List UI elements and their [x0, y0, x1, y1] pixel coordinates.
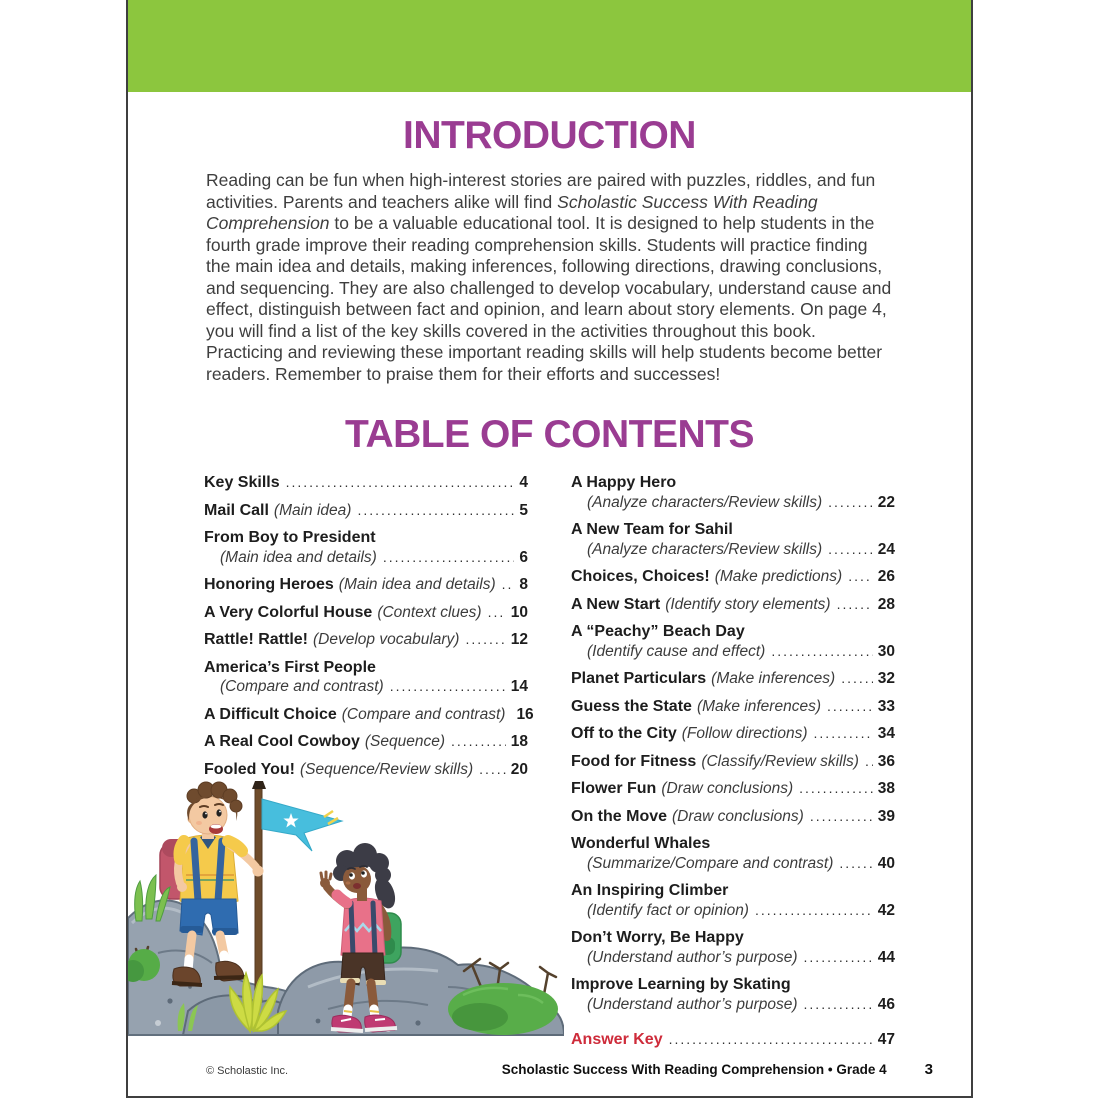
toc-entry	[571, 622, 895, 661]
toc-entry	[204, 603, 528, 623]
toc-entry	[204, 658, 528, 697]
toc-entry-line	[571, 854, 895, 874]
toc-entry	[571, 881, 895, 920]
toc-entry-page: 6	[519, 548, 528, 566]
dot-leader	[465, 630, 505, 650]
toc-entry-skill: (Summarize/Compare and contrast)	[587, 854, 834, 872]
toc-entry	[204, 630, 528, 650]
dot-leader	[488, 603, 506, 623]
hiking-kids-illustration	[128, 772, 564, 1038]
toc-entry-title: A Difficult Choice	[204, 705, 337, 723]
toc-entry-page: 28	[877, 595, 895, 613]
toc-entry-title: A New Team for Sahil	[571, 521, 733, 538]
toc-entry	[571, 595, 895, 615]
toc-entry-line	[571, 901, 895, 921]
toc-entry	[571, 473, 895, 512]
toc-entry-page: 4	[519, 474, 528, 491]
toc-entry-page: 32	[877, 670, 895, 687]
toc-entry-page: 12	[510, 631, 528, 648]
toc-entry-skill: (Sequence)	[364, 733, 445, 750]
toc-entry-line	[571, 752, 895, 772]
toc-entry-title: A Very Colorful House	[204, 603, 373, 621]
toc-entry-page: 33	[877, 697, 895, 715]
toc-entry	[571, 779, 895, 799]
book-page	[126, 0, 973, 1098]
toc-entry-page: 46	[877, 995, 895, 1013]
toc-entry-skill: (Analyze characters/Review skills)	[587, 540, 823, 558]
dot-leader	[804, 948, 873, 968]
table-of-contents-title: TABLE OF CONTENTS	[345, 413, 754, 456]
toc-entry-skill: (Main idea)	[273, 501, 352, 519]
toc-right-column	[571, 473, 895, 1058]
toc-entry-title: Mail Call	[204, 501, 269, 519]
toc-entry-title: Flower Fun	[571, 780, 657, 797]
toc-entry-title: On the Move	[571, 807, 668, 825]
toc-entry-page: 24	[877, 540, 895, 558]
page-footer	[206, 1061, 933, 1078]
toc-entry-page: 22	[877, 493, 895, 511]
dot-leader	[755, 901, 873, 921]
toc-entry	[571, 520, 895, 559]
toc-entry-page: 44	[877, 948, 895, 966]
intro-text-before: Reading can be fun when high-interest stories are paired with puzzles, riddles, and fun activities. Parents and teachers alike will find	[206, 170, 876, 212]
toc-entry	[204, 705, 534, 725]
page-number: 3	[924, 1061, 933, 1078]
toc-entry-line	[571, 779, 895, 799]
toc-entry	[204, 732, 528, 752]
toc-entry-page: 40	[877, 854, 895, 872]
dot-leader	[837, 595, 873, 615]
toc-entry-page: 34	[877, 725, 895, 742]
dot-leader	[848, 567, 873, 587]
toc-entry-page: 26	[877, 568, 895, 585]
toc-entry-title: Choices, Choices!	[571, 568, 710, 585]
toc-entry-line	[204, 677, 528, 697]
toc-entry-skill: (Compare and contrast)	[220, 678, 384, 695]
toc-entry-line	[571, 669, 895, 689]
toc-entry	[571, 724, 895, 744]
toc-entry-page: 30	[877, 642, 895, 660]
toc-entry	[571, 669, 895, 689]
toc-entry-line	[571, 493, 895, 513]
toc-entry	[571, 807, 895, 827]
toc-entry-line	[571, 724, 895, 744]
toc-entry-page: 18	[510, 733, 528, 750]
toc-entry	[204, 473, 528, 493]
toc-entry-title: Off to the City	[571, 725, 677, 742]
toc-entry-page: 14	[510, 678, 528, 695]
copyright-text: © Scholastic Inc.	[206, 1065, 289, 1077]
toc-entry-line	[571, 807, 895, 827]
toc-entry-line	[204, 548, 528, 568]
toc-entry-line	[204, 732, 528, 752]
intro-text-after: to be a valuable educational tool. It is designed to help students in the fourth grade improve their reading comprehension skills. Students will practice finding the main idea and details, making inferences, following directions, drawing conclusions, and sequencing. They are also challenged to develop vocabulary, understand cause and effect, distinguish between fact and opinion, and learn about story elements. On page 4, you will find a list of the key skills covered in the activities throughout this book. Practicing and reviewing these important reading skills will help students become better readers. Remember to praise them for their efforts and successes!	[206, 213, 892, 384]
dot-leader	[286, 473, 515, 493]
dot-leader	[669, 1030, 873, 1050]
toc-entry-line	[571, 975, 895, 995]
toc-entry-line	[204, 528, 528, 548]
toc-entry-line	[571, 1030, 895, 1050]
toc-entry-title: A Real Cool Cowboy	[204, 733, 360, 750]
dot-leader	[799, 779, 873, 799]
dot-leader	[841, 669, 873, 689]
toc-entry-line	[204, 658, 528, 678]
toc-entry-skill: (Classify/Review skills)	[701, 752, 859, 770]
toc-entry-page: 47	[877, 1031, 895, 1048]
toc-entry-page: 20	[510, 760, 528, 778]
dot-leader	[828, 540, 873, 560]
toc-entry-title: Guess the State	[571, 697, 692, 715]
toc-entry	[571, 928, 895, 967]
toc-entry-page: 8	[519, 576, 528, 593]
toc-entry-page: 38	[877, 780, 895, 797]
toc-entry-skill: (Identify cause and effect)	[587, 642, 766, 660]
toc-entry-title: Answer Key	[571, 1031, 663, 1048]
toc-entry-title: Improve Learning by Skating	[571, 976, 791, 993]
toc-entry-skill: (Compare and contrast)	[341, 705, 506, 723]
toc-entry-line	[571, 473, 895, 493]
toc-entry-skill: (Context clues)	[377, 603, 482, 621]
toc-entry-title: Wonderful Whales	[571, 835, 711, 852]
dot-leader	[390, 677, 506, 697]
dot-leader	[804, 995, 873, 1015]
toc-entry-page: 5	[519, 501, 528, 519]
toc-entry-title: Fooled You!	[204, 760, 295, 778]
toc-entry-line	[571, 948, 895, 968]
dot-leader	[771, 642, 872, 662]
toc-entry	[204, 575, 528, 595]
toc-entry-line	[204, 603, 528, 623]
toc-entry-line	[571, 642, 895, 662]
toc-entry	[204, 501, 528, 521]
introduction-title: INTRODUCTION	[403, 114, 696, 157]
toc-entry-line	[571, 881, 895, 901]
toc-entry-page: 42	[877, 901, 895, 919]
toc-entry-skill: (Main idea and details)	[220, 548, 377, 566]
intro-book-title-italic: Scholastic Success With Reading Comprehension	[206, 191, 818, 233]
toc-entry	[571, 834, 895, 873]
toc-entry-line	[204, 630, 528, 650]
toc-entry-title: Food for Fitness	[571, 752, 697, 770]
toc-entry-line	[571, 697, 895, 717]
toc-entry-line	[571, 567, 895, 587]
book-title: Scholastic Success With Reading Comprehension • Grade 4	[501, 1062, 887, 1077]
green-header-bar	[128, 0, 971, 92]
toc-entry-skill: (Identify story elements)	[665, 595, 831, 613]
toc-entry	[204, 528, 528, 567]
toc-entry-skill: (Develop vocabulary)	[313, 631, 460, 648]
toc-entry-line	[204, 705, 534, 725]
toc-entry-title: A New Start	[571, 595, 661, 613]
dot-leader	[828, 493, 873, 513]
toc-entry-skill: (Make inferences)	[711, 670, 836, 687]
toc-entry-title: From Boy to President	[204, 529, 376, 546]
dot-leader	[357, 501, 514, 521]
toc-entry-title: A “Peachy” Beach Day	[571, 623, 745, 640]
toc-entry-title: Honoring Heroes	[204, 576, 334, 593]
toc-entry-line	[571, 595, 895, 615]
toc-entry-line	[571, 540, 895, 560]
dot-leader	[827, 697, 873, 717]
toc-entry	[571, 1030, 895, 1050]
toc-entry-page: 36	[877, 752, 895, 770]
toc-entry	[571, 752, 895, 772]
introduction-paragraph	[206, 170, 893, 385]
toc-entry-title: Key Skills	[204, 474, 280, 491]
toc-entry-title: America’s First People	[204, 658, 376, 676]
toc-entry	[571, 697, 895, 717]
dot-leader	[865, 752, 873, 772]
toc-entry-line	[204, 575, 528, 595]
dot-leader	[839, 854, 872, 874]
toc-entry-title: A Happy Hero	[571, 474, 677, 491]
toc-entry-title: Don’t Worry, Be Happy	[571, 929, 744, 946]
toc-entry-line	[571, 995, 895, 1015]
toc-entry-skill: (Sequence/Review skills)	[299, 760, 474, 778]
dot-leader	[502, 575, 515, 595]
toc-entry	[571, 567, 895, 587]
flag-pennant	[262, 799, 342, 851]
toc-entry-line	[204, 473, 528, 493]
toc-entry-skill: (Follow directions)	[681, 725, 808, 742]
toc-entry-line	[571, 928, 895, 948]
toc-entry-line	[571, 520, 895, 540]
toc-entry-skill: (Analyze characters/Review skills)	[587, 493, 823, 511]
toc-entry-skill: (Make inferences)	[696, 697, 821, 715]
toc-entry-page: 10	[510, 603, 528, 621]
dot-leader	[810, 807, 873, 827]
toc-entry-line	[204, 501, 528, 521]
toc-entry-skill: (Understand author’s purpose)	[587, 995, 798, 1013]
toc-entry-skill: (Draw conclusions)	[672, 807, 804, 825]
toc-entry-skill: (Understand author’s purpose)	[587, 948, 798, 966]
dot-leader	[383, 548, 515, 568]
dot-leader	[451, 732, 506, 752]
toc-entry-skill: (Make predictions)	[714, 568, 843, 585]
toc-entry-line	[571, 834, 895, 854]
toc-entry	[571, 975, 895, 1014]
toc-entry-skill: (Identify fact or opinion)	[587, 901, 749, 919]
toc-entry-title: Rattle! Rattle!	[204, 631, 309, 648]
toc-entry-page: 39	[877, 807, 895, 825]
toc-entry-title: Planet Particulars	[571, 670, 707, 687]
toc-entry-title: An Inspiring Climber	[571, 882, 729, 899]
toc-entry-page: 16	[516, 705, 534, 723]
toc-entry-skill: (Main idea and details)	[338, 576, 496, 593]
toc-entry-skill: (Draw conclusions)	[661, 780, 794, 797]
dot-leader	[814, 724, 873, 744]
toc-entry-line	[571, 622, 895, 642]
